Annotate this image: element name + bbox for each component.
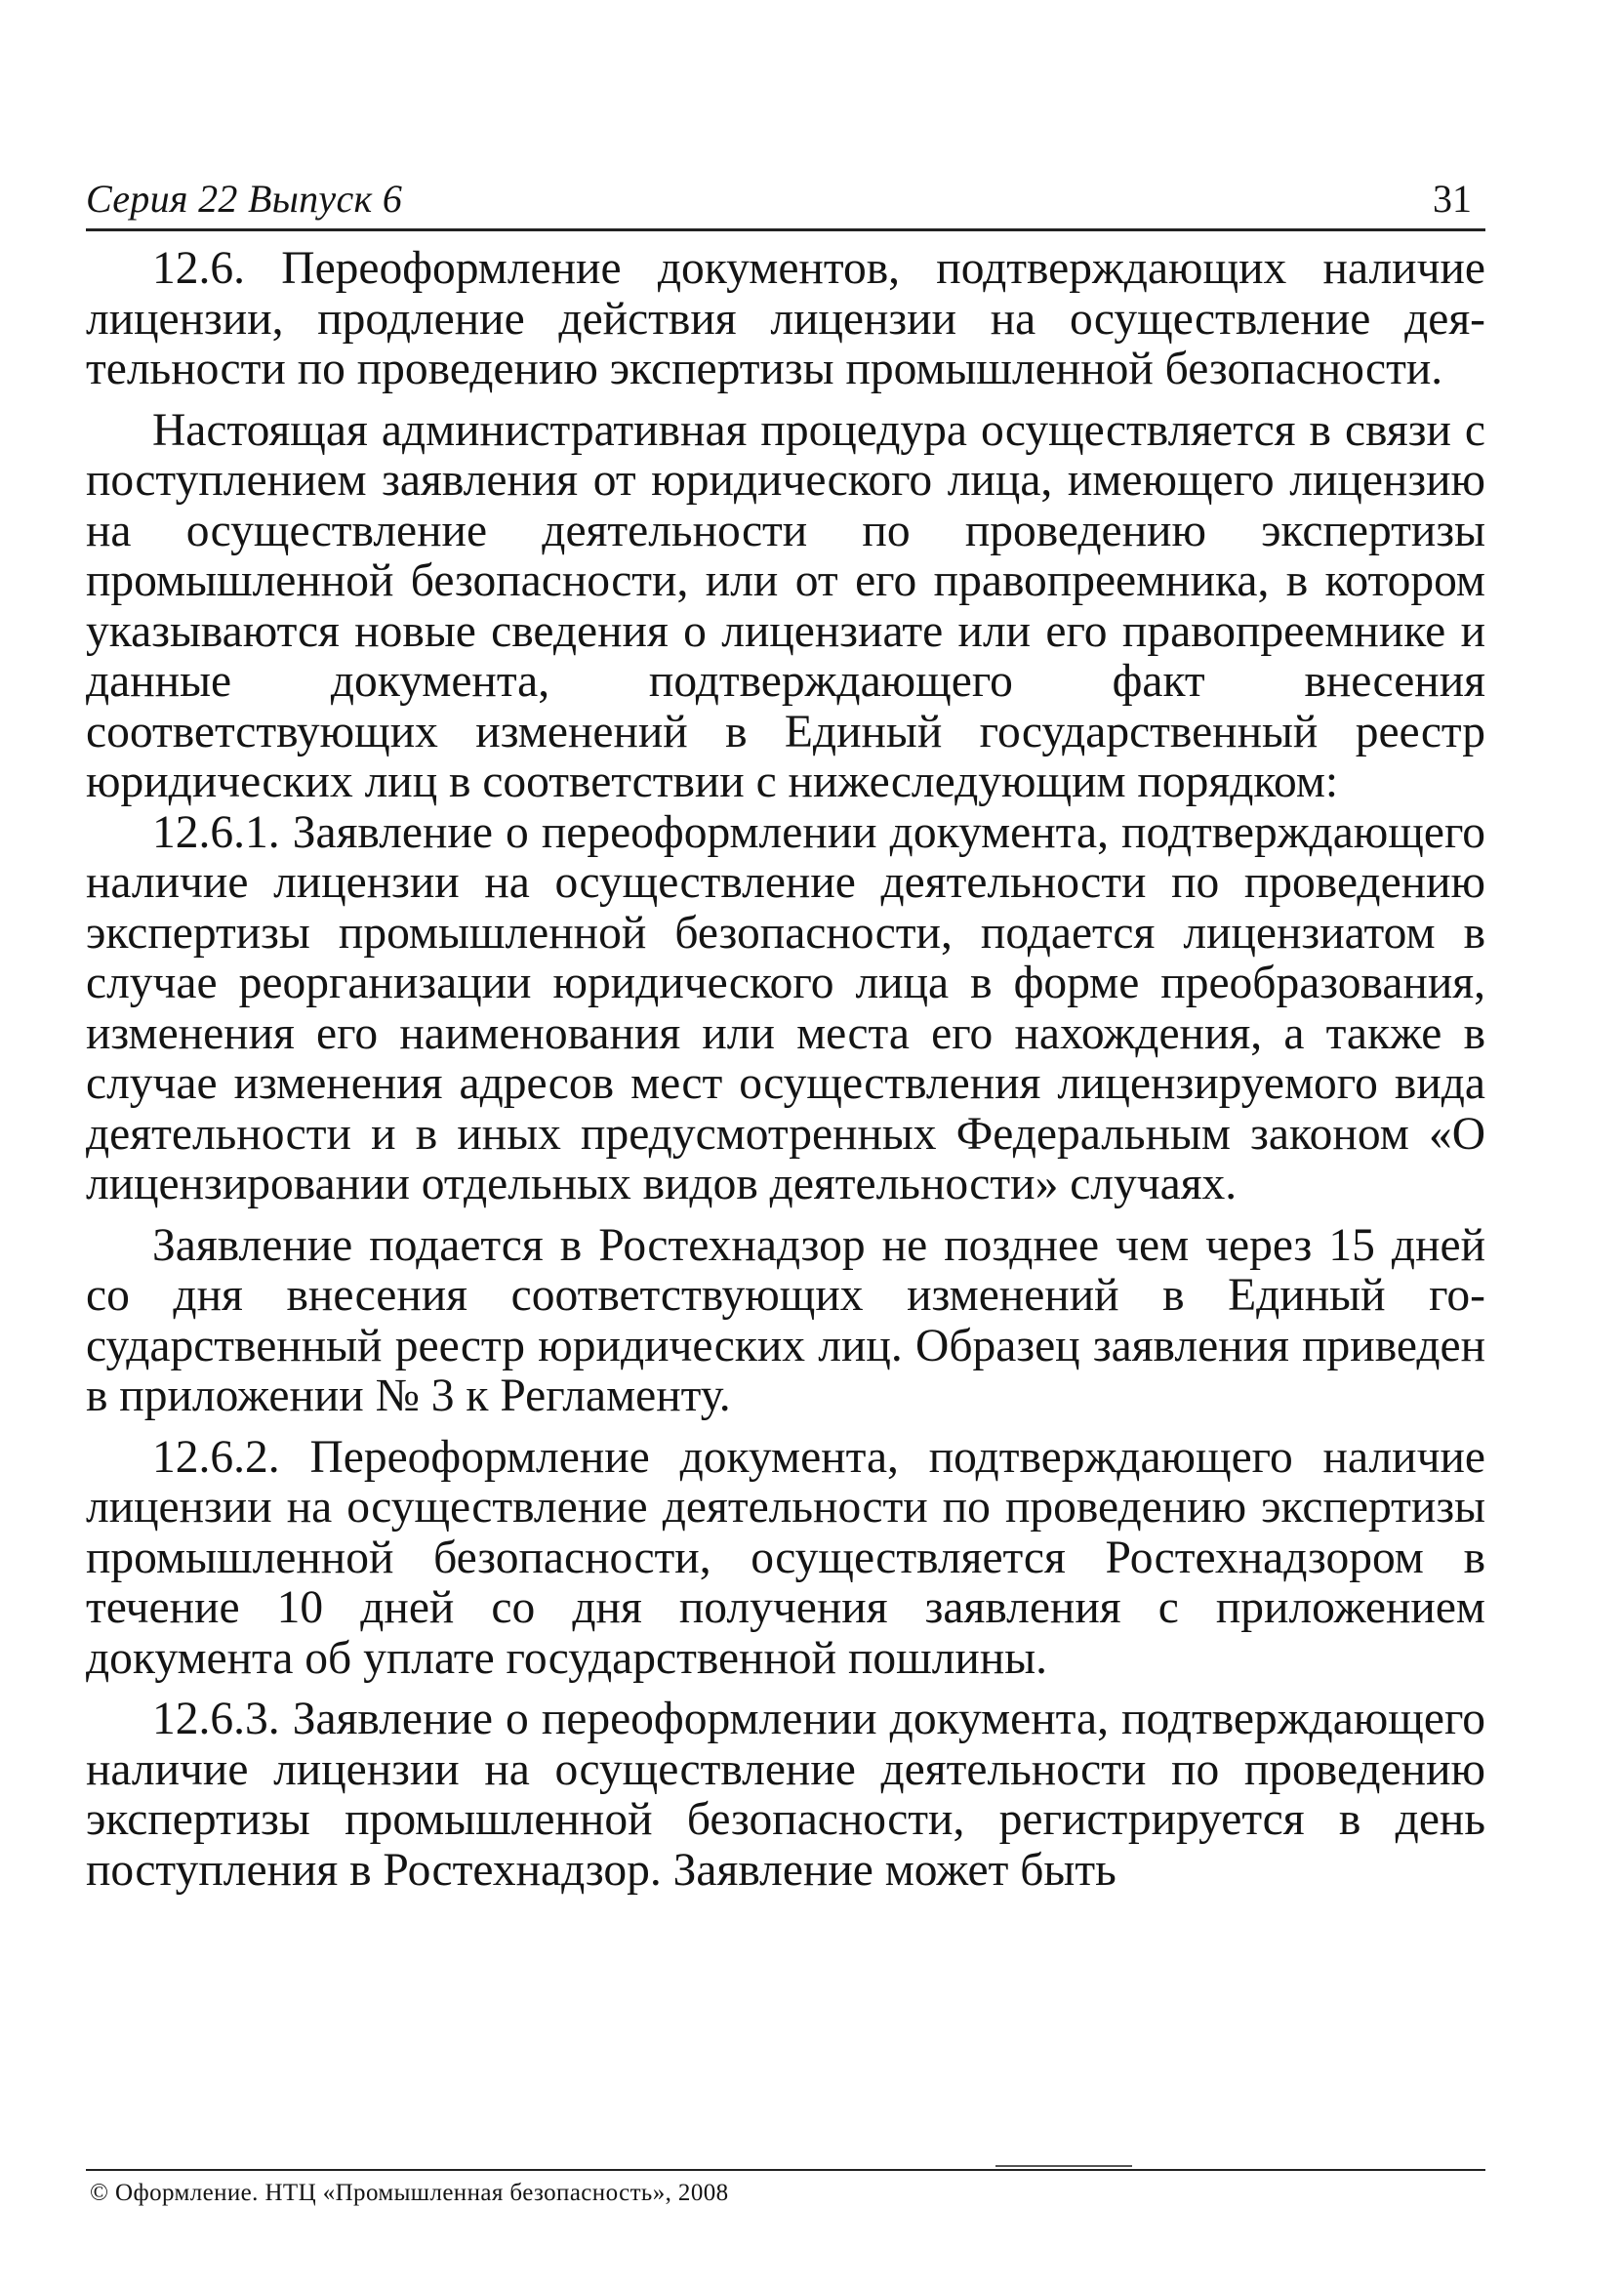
copyright-note: © Оформление. НТЦ «Промышленная безопасность», 2008	[90, 2180, 729, 2206]
paragraph-12-6-3: 12.6.3. Заявление о переоформлении документа, подтверждающего наличие лицензии на осуществление деятельности по проведению экспертизы промышленной безопасности, регистрируется в день поступления в Ростехнадзор. Заявление может быть	[86, 1694, 1485, 1896]
body-text	[86, 244, 1485, 1896]
page-number: 31	[1433, 177, 1472, 221]
paragraph-procedure: Настоящая административная процедура осуществляется в связи с поступлением заявления от юридического лица, имеющего лицензию на осуществление деятельности по проведению экспертизы промышленной безопасности, или от его правопреемника, в котором указываются новые сведения о лицензиате или его правопреемнике и данные документа, подтверждающего факт внесения соответствующих изменений в Единый государственный реестр юридических лиц в соответствии с нижеследующим порядком:	[86, 404, 1485, 807]
paragraph-application: Заявление подается в Ростехнадзор не позднее чем через 15 дней со дня внесения соответствующих изменений в Единый государственный реестр юридических лиц. Образец заявления приведен в приложении № 3 к Регламенту.	[86, 1219, 1485, 1421]
paragraph-12-6-1: 12.6.1. Заявление о переоформлении документа, подтверждающего наличие лицензии на осуществление деятельности по проведению экспертизы промышленной безопасности, подается лицензиатом в случае реорганизации юридического лица в форме преобразования, изменения его наименования или места его нахождения, а также в случае изменения адресов мест осуществления лицензируемого вида деятельности и в иных предусмотренных Федеральным законом «О лицензировании отдельных видов деятельности» случаях.	[86, 806, 1485, 1209]
paragraph-12-6-2: 12.6.2. Переоформление документа, подтверждающего наличие лицензии на осуществление деятельности по проведению экспертизы промышленной безопасности, осуществляется Ростехнадзором в течение 10 дней со дня получения заявления с приложением документа об уплате государственной пошлины.	[86, 1431, 1485, 1684]
paragraph-12-6: 12.6. Переоформление документов, подтверждающих наличие лицензии, продление действия лицензии на осуществление деятельности по проведению экспертизы промышленной безопасности.	[86, 243, 1485, 394]
running-header	[86, 174, 1485, 231]
footer-rule-accent	[995, 2165, 1132, 2167]
series-title: Серия 22 Выпуск 6	[86, 177, 403, 221]
footer-divider	[86, 2169, 1485, 2171]
